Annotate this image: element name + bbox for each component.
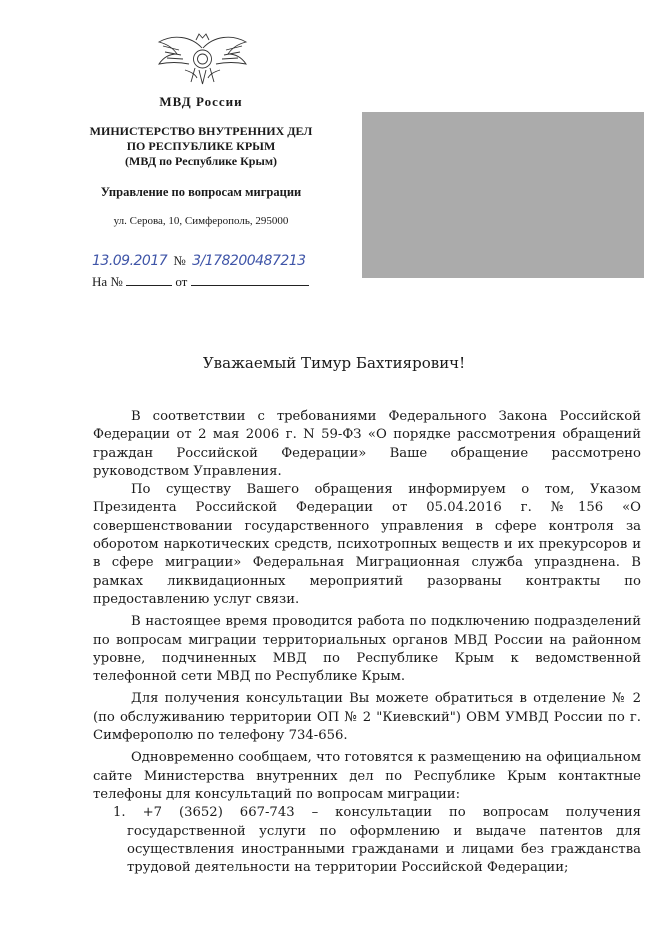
phone-list [93,804,641,877]
list-item-text: +7 (3652) 667-743 – консультации по вопросам получения государственной услуги по оформлению и выдаче патентов для осуществления иностранными гражданами и лицами без гражданства трудовой деятельности на территории Российской Федерации; [127,805,641,876]
body-paragraph: Одновременно сообщаем, что готовятся к размещению на официальном сайте Министерства внутренних дел по Республике Крым контактные телефоны для консультаций по вопросам миграции: [93,750,641,802]
eagle-emblem-icon [155,28,250,88]
reference-label: На № [92,274,123,289]
ministry-line: (МВД по Республике Крым) [125,154,277,168]
reference-from-label: от [175,274,188,289]
salutation: Уважаемый Тимур Бахтиярович! [202,354,466,372]
reference-date-blank [191,273,309,286]
body-paragraph: В настоящее время проводится работа по подключению подразделений по вопросам миграции территориальных органов МВД России на районном уровне, подчиненных МВД по Республике Крым к ведомственной телефонной сети МВД по Республике Крым. [93,614,641,685]
redacted-recipient-block [362,112,644,278]
agency-short-name: МВД России [159,94,243,109]
registration-line [92,253,306,269]
reference-line [92,273,309,290]
handwritten-number: 3/178200487213 [192,253,306,269]
list-item [113,804,641,877]
department-name: Управление по вопросам миграции [100,185,302,199]
department-address: ул. Серова, 10, Симферополь, 295000 [113,215,289,227]
body-paragraph: Для получения консультации Вы можете обратиться в отделение № 2 (по обслуживанию территории ОП № 2 "Киевский") ОВМ УМВД России по г. Симферополю по телефону 734-656. [93,691,641,744]
reference-number-blank [126,273,172,286]
number-label: № [173,253,186,268]
ministry-line: ПО РЕСПУБЛИКЕ КРЫМ [126,139,276,153]
body-paragraph: В соответствии с требованиями Федерального Закона Российской Федерации от 2 мая 2006 г. N 59-ФЗ «О порядке рассмотрения обращений граждан Российской Федерации» Ваше обращение рассмотрено руководством Управления. [93,409,641,479]
ministry-line: МИНИСТЕРСТВО ВНУТРЕННИХ ДЕЛ [89,124,313,138]
ministry-name [62,124,340,169]
letter-body [93,408,641,877]
handwritten-date: 13.09.2017 [92,253,168,269]
list-marker: 1. [113,805,126,821]
body-paragraph: По существу Вашего обращения информируем о том, Указом Президента Российской Федерации от 05.04.2016 г. №156 «О совершенствовании государственного управления в сфере контроля за оборотом наркотических средств, психотропных веществ и их прекурсоров и в сфере миграции» Федеральная Миграционная служба упразднена. В рамках ликвидационных мероприятий разорваны контракты по предоставлению услуг связи. [93,482,641,607]
